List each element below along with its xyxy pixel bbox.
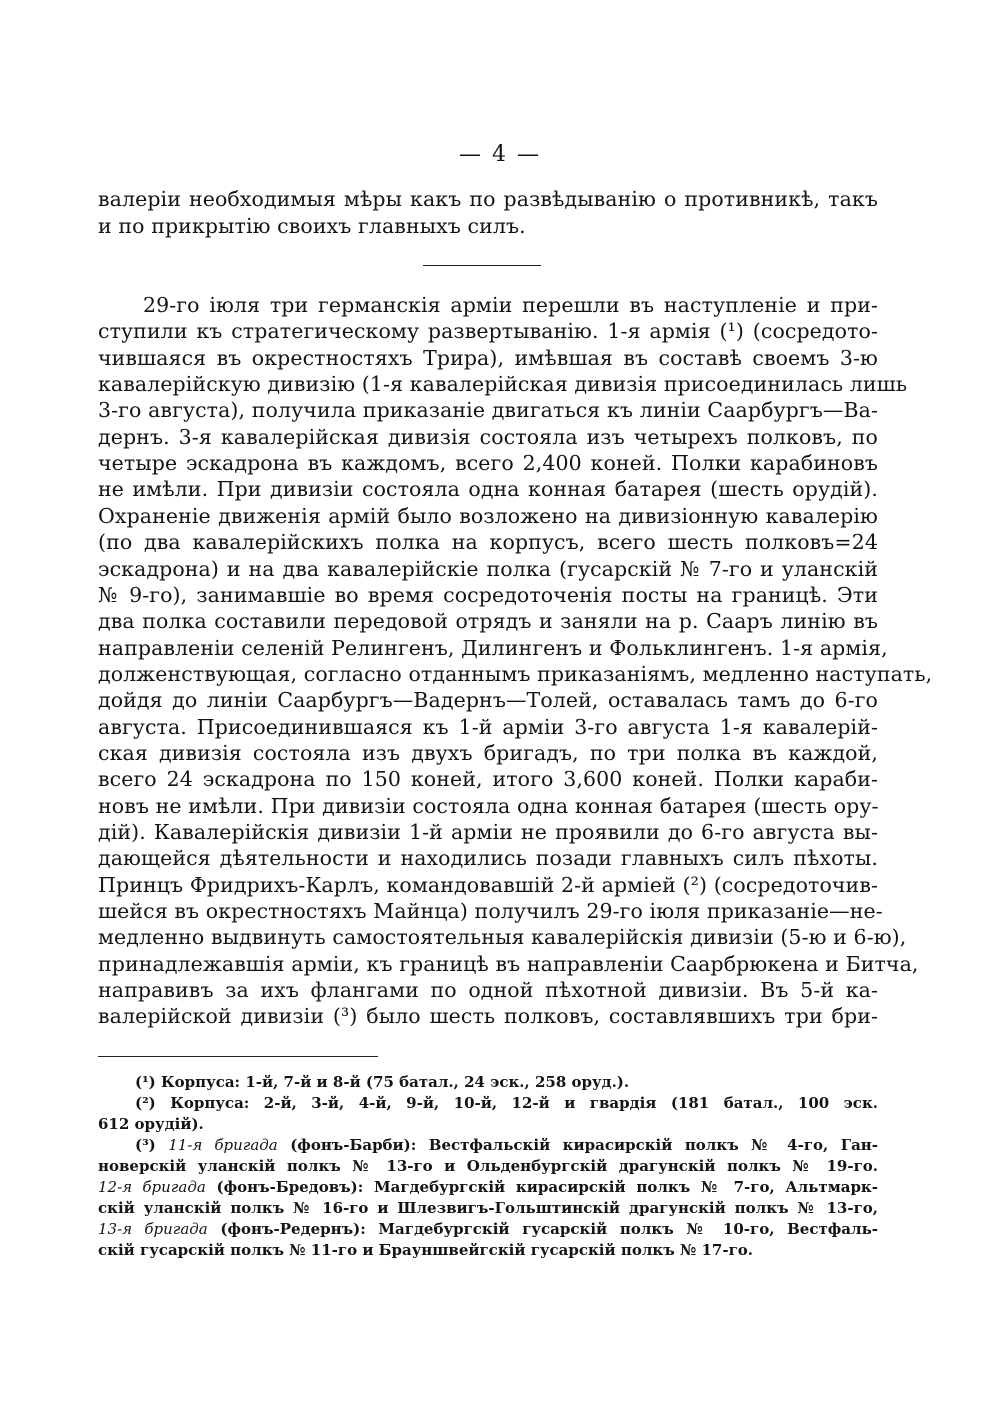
text-line: всего 24 эскадрона по 150 коней, итого 3,600 коней. Полки караби-: [98, 767, 878, 792]
text-line: четыре эскадрона въ каждомъ, всего 2,400 коней. Полки карабиновъ: [98, 451, 878, 476]
footnote-text: (фонъ-Барби): Вестфальскій кирасирскій полкъ № 4-го, Ган-: [290, 1136, 878, 1154]
text-line: 3-го августа), получила приказаніе двигаться къ линіи Саарбургъ—Ва-: [98, 398, 878, 423]
text-line: Принцъ Фридрихъ-Карлъ, командовавшій 2-й арміей (²) (сосредоточив-: [98, 872, 878, 897]
text-line: (по два кавалерійскихъ полка на корпусъ, всего шесть полковъ=24: [98, 530, 878, 555]
footnote-1: (¹) Корпуса: 1-й, 7-й и 8-й (75 батал., 24 эск., 258 оруд.).: [135, 1073, 630, 1091]
text-line: новъ не имѣли. При дивизіи состояла одна конная батарея (шесть ору-: [98, 793, 879, 818]
text-line: медленно выдвинуть самостоятельныя кавалерійскія дивизіи (5-ю и 6-ю),: [98, 925, 907, 950]
text-line: два полка составили передовой отрядъ и заняли на р. Сааръ линію въ: [98, 609, 878, 634]
text-line: дойдя до линіи Саарбургъ—Вадернъ—Толей, оставалась тамъ до 6-го: [98, 688, 878, 713]
text-line: валеріи необходимыя мѣры какъ по развѣдыванію о противникѣ, такъ: [98, 187, 878, 211]
text-line: ская дивизія состояла изъ двухъ бригадъ, по три полка въ каждой,: [98, 740, 878, 765]
footnote-text: (фонъ-Редернъ): Магдебургскій гусарскій полкъ № 10-го, Вестфаль-: [220, 1220, 878, 1238]
text-line: принадлежавшія арміи, къ границѣ въ направленіи Саарбрюкена и Битча,: [98, 951, 919, 976]
footnote-3-line: скій уланскій полкъ № 16-го и Шлезвигъ-Гольштинскій драгунскій полкъ № 13-го,: [98, 1199, 878, 1217]
page-number: — 4 —: [459, 142, 541, 167]
text-line: Охраненіе движенія армій было возложено на дивизіонную кавалерію: [98, 503, 878, 528]
footnote-marker: (³): [135, 1136, 156, 1154]
text-line: шейся въ окрестностяхъ Майнца) получилъ 29-го іюля приказаніе—не-: [98, 899, 883, 924]
text-line: августа. Присоединившаяся къ 1-й арміи 3-го августа 1-я кавалерій-: [98, 714, 878, 739]
text-line: дающейся дѣятельности и находились позади главныхъ силъ пѣхоты.: [98, 846, 878, 871]
text-line: валерійской дивизіи (³) было шесть полковъ, составлявшихъ три бри-: [98, 1004, 878, 1029]
text-line: не имѣли. При дивизіи состояла одна конная батарея (шесть орудій).: [98, 477, 878, 502]
footnote-3-line: новерскій уланскій полкъ № 13-го и Ольденбургскій драгунскій полкъ № 19-го.: [98, 1157, 878, 1175]
section-divider: [423, 265, 541, 266]
text-line: направленіи селеній Релингенъ, Дилингенъ и Фольклингенъ. 1-я армія,: [98, 635, 888, 660]
brigade-name: 12-я бригада: [98, 1178, 206, 1196]
text-line: чившаяся въ окрестностяхъ Трира), имѣвшая въ составѣ своемъ 3-ю: [98, 345, 878, 370]
text-line: ступили къ стратегическому развертыванію. 1-я армія (¹) (сосредото-: [98, 319, 878, 344]
footnote-2: (²) Корпуса: 2-й, 3-й, 4-й, 9-й, 10-й, 12-й и гвардія (181 батал., 100 эск.: [135, 1094, 878, 1112]
footnote-text: (фонъ-Бредовъ): Магдебургскій кирасирскій полкъ № 7-го, Альтмарк-: [216, 1178, 878, 1196]
text-line: дій). Кавалерійскія дивизіи 1-й арміи не проявили до 6-го августа вы-: [98, 820, 878, 844]
footnote-3-line: скій гусарскій полкъ № 11-го и Брауншвейгскій гусарскій полкъ № 17-го.: [98, 1241, 754, 1259]
footnote-3: [135, 1135, 878, 1155]
footnote-3-line: [98, 1177, 878, 1197]
text-line: долженствующая, согласно отданнымъ приказаніямъ, медленно наступать,: [98, 661, 933, 686]
brigade-name: 11-я бригада: [168, 1136, 278, 1154]
text-line: дернъ. 3-я кавалерійская дивизія состояла изъ четырехъ полковъ, по: [98, 424, 878, 449]
text-line: кавалерійскую дивизію (1-я кавалерійская дивизія присоединилась лишь: [98, 372, 908, 397]
footnote-rule: [98, 1056, 378, 1057]
text-line: 29-го іюля три германскія арміи перешли въ наступленіе и при-: [143, 293, 878, 317]
brigade-name: 13-я бригада: [98, 1220, 208, 1238]
footnote-2-cont: 612 орудій).: [98, 1115, 204, 1133]
text-line: № 9-го), занимавшіе во время сосредоточенія посты на границѣ. Эти: [98, 582, 878, 607]
text-line: эскадрона) и на два кавалерійскіе полка (гусарскій № 7-го и уланскій: [98, 556, 878, 581]
footnote-3-line: [98, 1219, 878, 1239]
text-line: и по прикрытію своихъ главныхъ силъ.: [98, 213, 526, 238]
text-line: направивъ за ихъ флангами по одной пѣхотной дивизіи. Въ 5-й ка-: [98, 978, 878, 1003]
